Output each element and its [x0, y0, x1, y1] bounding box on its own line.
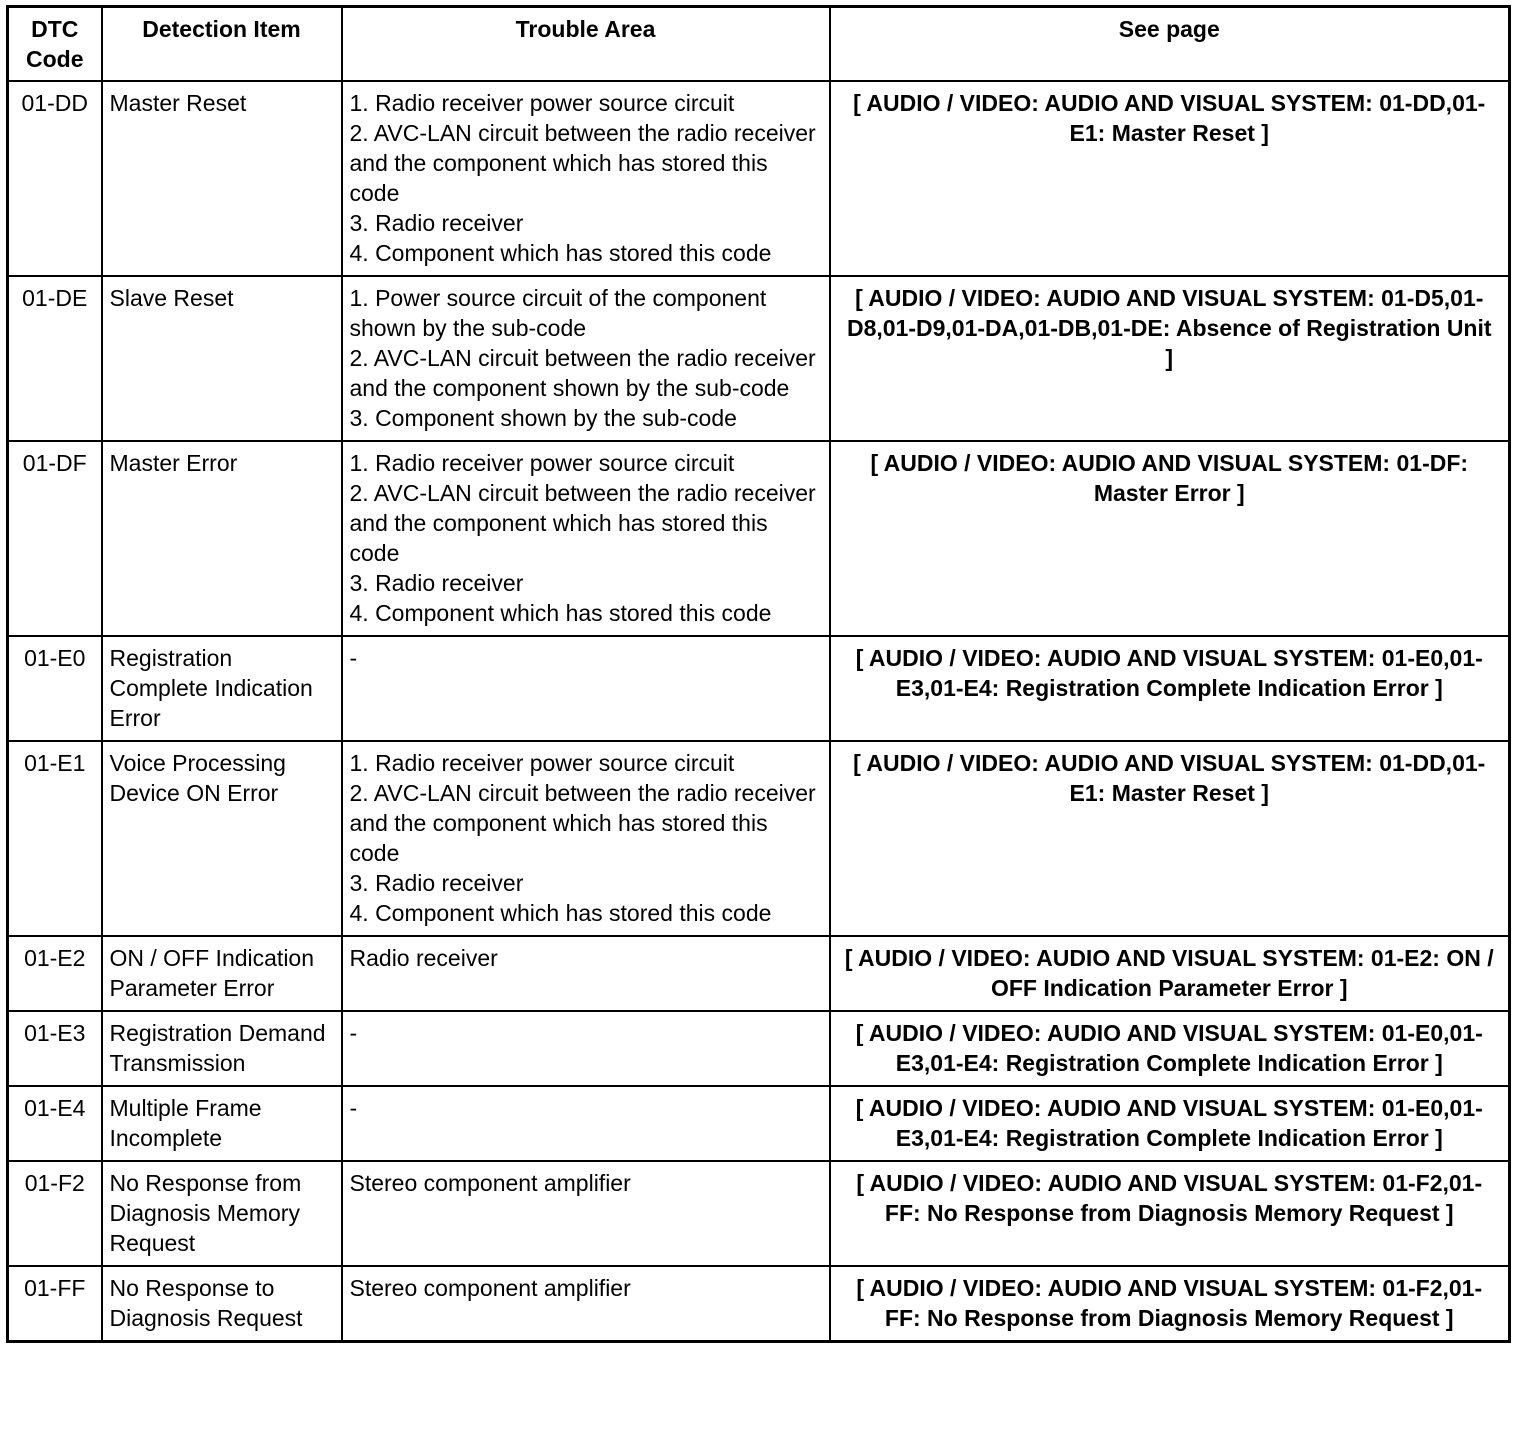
trouble-area-line: - — [349, 1020, 358, 1046]
detection-item-cell: Master Error — [102, 441, 342, 636]
dtc-code-cell: 01-DD — [8, 81, 102, 276]
trouble-area-cell — [342, 741, 830, 936]
see-page-link[interactable]: [ AUDIO / VIDEO: AUDIO AND VISUAL SYSTEM: 01-F2,01-FF: No Response from Diagnosis Memory Request ] — [830, 1266, 1510, 1342]
trouble-area-line: 3. Radio receiver — [349, 870, 524, 896]
detection-item-cell: Voice Processing Device ON Error — [102, 741, 342, 936]
table-row — [8, 741, 1510, 936]
dtc-code-cell: 01-E3 — [8, 1011, 102, 1086]
trouble-area-line: - — [349, 645, 358, 671]
trouble-area-cell — [342, 441, 830, 636]
table-body — [8, 81, 1510, 1342]
see-page-link[interactable]: [ AUDIO / VIDEO: AUDIO AND VISUAL SYSTEM: 01-DF: Master Error ] — [830, 441, 1510, 636]
detection-item-cell: Master Reset — [102, 81, 342, 276]
trouble-area-line: 1. Radio receiver power source circuit — [349, 450, 735, 476]
table-row — [8, 1086, 1510, 1161]
see-page-link[interactable]: [ AUDIO / VIDEO: AUDIO AND VISUAL SYSTEM: 01-E2: ON / OFF Indication Parameter Error ] — [830, 936, 1510, 1011]
trouble-area-cell — [342, 276, 830, 441]
trouble-area-line: 1. Radio receiver power source circuit — [349, 750, 735, 776]
trouble-area-line: 3. Component shown by the sub-code — [349, 405, 737, 431]
header-detection-item: Detection Item — [102, 7, 342, 82]
table-row — [8, 636, 1510, 741]
trouble-area-line: Radio receiver — [349, 945, 498, 971]
detection-item-cell: ON / OFF Indication Parameter Error — [102, 936, 342, 1011]
detection-item-cell: No Response from Diagnosis Memory Request — [102, 1161, 342, 1266]
see-page-link[interactable]: [ AUDIO / VIDEO: AUDIO AND VISUAL SYSTEM: 01-DD,01-E1: Master Reset ] — [830, 81, 1510, 276]
trouble-area-line: 1. Radio receiver power source circuit — [349, 90, 735, 116]
header-dtc-code: DTC Code — [8, 7, 102, 82]
trouble-area-line: 3. Radio receiver — [349, 570, 524, 596]
table-header — [8, 7, 1510, 82]
trouble-area-line: 4. Component which has stored this code — [349, 240, 772, 266]
detection-item-cell: Registration Complete Indication Error — [102, 636, 342, 741]
trouble-area-cell — [342, 1161, 830, 1266]
trouble-area-line: 2. AVC-LAN circuit between the radio receiver and the component which has stored this code — [349, 480, 816, 566]
see-page-link[interactable]: [ AUDIO / VIDEO: AUDIO AND VISUAL SYSTEM: 01-F2,01-FF: No Response from Diagnosis Memory Request ] — [830, 1161, 1510, 1266]
see-page-link[interactable]: [ AUDIO / VIDEO: AUDIO AND VISUAL SYSTEM: 01-D5,01-D8,01-D9,01-DA,01-DB,01-DE: Absence of Registration Unit ] — [830, 276, 1510, 441]
dtc-code-cell: 01-F2 — [8, 1161, 102, 1266]
trouble-area-line: Stereo component amplifier — [349, 1170, 631, 1196]
trouble-area-line: 3. Radio receiver — [349, 210, 524, 236]
dtc-code-cell: 01-E0 — [8, 636, 102, 741]
trouble-area-line: - — [349, 1095, 358, 1121]
trouble-area-cell — [342, 81, 830, 276]
trouble-area-line: 2. AVC-LAN circuit between the radio receiver and the component which has stored this code — [349, 120, 816, 206]
table-row — [8, 276, 1510, 441]
detection-item-cell: Multiple Frame Incomplete — [102, 1086, 342, 1161]
trouble-area-cell — [342, 936, 830, 1011]
dtc-code-cell: 01-FF — [8, 1266, 102, 1342]
dtc-code-cell: 01-E2 — [8, 936, 102, 1011]
dtc-code-cell: 01-DF — [8, 441, 102, 636]
see-page-link[interactable]: [ AUDIO / VIDEO: AUDIO AND VISUAL SYSTEM: 01-E0,01-E3,01-E4: Registration Complete Indication Error ] — [830, 1011, 1510, 1086]
trouble-area-line: Stereo component amplifier — [349, 1275, 631, 1301]
trouble-area-line: 4. Component which has stored this code — [349, 900, 772, 926]
trouble-area-cell — [342, 1266, 830, 1342]
header-see-page: See page — [830, 7, 1510, 82]
trouble-area-line: 2. AVC-LAN circuit between the radio receiver and the component shown by the sub-code — [349, 345, 816, 401]
table-row — [8, 1266, 1510, 1342]
trouble-area-cell — [342, 1011, 830, 1086]
detection-item-cell: No Response to Diagnosis Request — [102, 1266, 342, 1342]
trouble-area-line: 2. AVC-LAN circuit between the radio receiver and the component which has stored this code — [349, 780, 816, 866]
see-page-link[interactable]: [ AUDIO / VIDEO: AUDIO AND VISUAL SYSTEM: 01-E0,01-E3,01-E4: Registration Complete Indication Error ] — [830, 636, 1510, 741]
table-row — [8, 81, 1510, 276]
trouble-area-cell — [342, 1086, 830, 1161]
dtc-table — [6, 5, 1511, 1343]
dtc-code-cell: 01-E1 — [8, 741, 102, 936]
table-row — [8, 1161, 1510, 1266]
trouble-area-line: 4. Component which has stored this code — [349, 600, 772, 626]
header-row — [8, 7, 1510, 82]
see-page-link[interactable]: [ AUDIO / VIDEO: AUDIO AND VISUAL SYSTEM: 01-DD,01-E1: Master Reset ] — [830, 741, 1510, 936]
dtc-code-cell: 01-DE — [8, 276, 102, 441]
table-row — [8, 1011, 1510, 1086]
table-row — [8, 936, 1510, 1011]
dtc-code-cell: 01-E4 — [8, 1086, 102, 1161]
table-row — [8, 441, 1510, 636]
trouble-area-cell — [342, 636, 830, 741]
see-page-link[interactable]: [ AUDIO / VIDEO: AUDIO AND VISUAL SYSTEM: 01-E0,01-E3,01-E4: Registration Complete Indication Error ] — [830, 1086, 1510, 1161]
header-trouble-area: Trouble Area — [342, 7, 830, 82]
detection-item-cell: Registration Demand Transmission — [102, 1011, 342, 1086]
trouble-area-line: 1. Power source circuit of the component shown by the sub-code — [349, 285, 767, 341]
detection-item-cell: Slave Reset — [102, 276, 342, 441]
